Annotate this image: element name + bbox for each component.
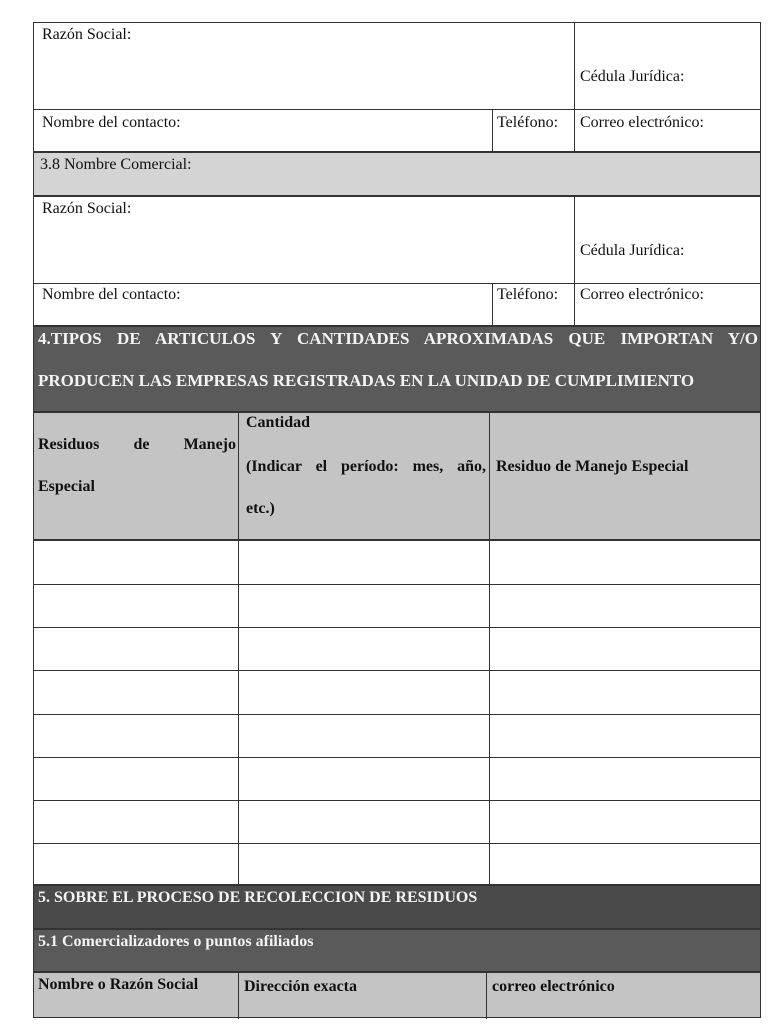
cedula-juridica-label: Cédula Jurídica: [580, 242, 685, 259]
section-4-title-line1: 4.TIPOS DE ARTICULOS Y CANTIDADES APROXIMADAS QUE IMPORTAN Y/O [38, 329, 758, 348]
col-nombre-razon: Nombre o Razón Social [38, 976, 199, 993]
section-5-table-header [33, 972, 761, 1018]
contacto-label: Nombre del contacto: [42, 114, 181, 131]
telefono-label: Teléfono: [497, 286, 559, 303]
section-5-title-bar [33, 885, 761, 929]
section-5-title: 5. SOBRE EL PROCESO DE RECOLECCION DE RESIDUOS [38, 889, 478, 906]
col-residuos-line2: Especial [38, 478, 95, 495]
table-row [34, 714, 760, 757]
nombre-comercial-bar [33, 152, 761, 196]
correo-label: Correo electrónico: [580, 114, 704, 131]
col-residuo-especial: Residuo de Manejo Especial [496, 458, 689, 475]
razon-social-label: Razón Social: [42, 200, 132, 217]
table-row [34, 584, 760, 627]
table-row [34, 627, 760, 670]
section-4-title-line2: PRODUCEN LAS EMPRESAS REGISTRADAS EN LA UNIDAD DE CUMPLIMIENTO [38, 371, 695, 390]
correo-label: Correo electrónico: [580, 286, 704, 303]
section-4-table-body [33, 540, 761, 885]
col-cantidad-line3: etc.) [246, 500, 275, 517]
nombre-comercial-label: 3.8 Nombre Comercial: [40, 156, 192, 173]
col-cantidad-line2: (Indicar el período: mes, año, [246, 458, 486, 475]
col-residuos-line1: Residuos de Manejo [38, 436, 236, 453]
section-5-1-bar [33, 929, 761, 972]
table-row [34, 670, 760, 713]
table-row [34, 800, 760, 843]
cedula-juridica-label: Cédula Jurídica: [580, 68, 685, 85]
col-direccion: Dirección exacta [244, 978, 357, 995]
table-row [34, 843, 760, 886]
telefono-label: Teléfono: [497, 114, 559, 131]
col-correo: correo electrónico [492, 978, 615, 995]
section-4-title-bar [33, 326, 761, 412]
section-4-table-header [33, 412, 761, 540]
company-b-block [33, 196, 761, 326]
table-row [34, 757, 760, 800]
company-a-block [33, 22, 761, 152]
table-row [34, 541, 760, 584]
contacto-label: Nombre del contacto: [42, 286, 181, 303]
razon-social-label: Razón Social: [42, 26, 132, 43]
section-5-1-label: 5.1 Comercializadores o puntos afiliados [38, 933, 314, 950]
col-cantidad-line1: Cantidad [246, 414, 311, 431]
